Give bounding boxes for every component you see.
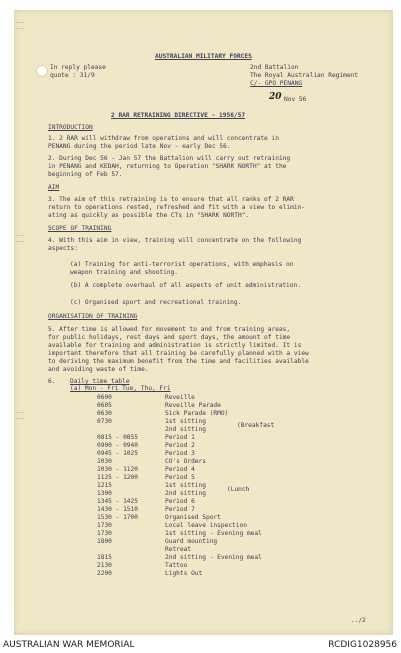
archive-record-id: RCDIG1028956 [328, 640, 397, 650]
para-5-line-4: important therefore that all training be carefully planned with a view [48, 350, 309, 357]
timetable-activity: 2nd sitting [165, 426, 206, 433]
timetable-activity: Sick Parade (RMO) [165, 410, 229, 417]
timetable-time: 1730 [97, 530, 112, 537]
para-2-line-2: in PENANG and KEDAH, returning to Operation "SHARK NORTH" at the [48, 163, 287, 170]
para-3-line-1: 3. The aim of this retraining is to ensure that all ranks of 2 RAR [48, 196, 294, 203]
timetable-time: 1030 - 1120 [97, 466, 138, 473]
timetable-activity: 1st sitting - Evening meal [165, 530, 262, 537]
timetable-activity: Retreat [165, 546, 192, 553]
para-5-line-5: to deriving the maximum benefit from the time and facilities available [48, 358, 309, 365]
timetable-activity: 2nd sitting - Evening meal [165, 554, 262, 561]
staple-mark [16, 235, 24, 242]
timetable-time: 1215 [97, 482, 112, 489]
timetable-activity: Period 5 [165, 474, 195, 481]
timetable-activity: Period 7 [165, 506, 195, 513]
para-1-line-2: PENANG during the period late Nov - early Dec 56. [48, 143, 231, 150]
timetable-time: 1030 [97, 458, 112, 465]
unit-line-3: C/- GPO PENANG [250, 80, 303, 87]
timetable-activity: Local leave inspection [165, 522, 247, 529]
archive-source: AUSTRALIAN WAR MEMORIAL [3, 640, 135, 650]
timetable-time: 0945 - 1025 [97, 450, 138, 457]
para-5-line-2: for public holidays, rest days and sport days, the amount of time [48, 334, 291, 341]
heading-scope: SCOPE OF TRAINING [48, 225, 112, 232]
timetable-time: 2130 [97, 562, 112, 569]
document-page [14, 10, 393, 635]
timetable-time: 0600 [97, 394, 112, 401]
para-3-line-3: ating as quickly as possible the CTs in "SHARK NORTH". [48, 212, 250, 219]
unit-line-1: 2nd Battalion [250, 64, 299, 71]
timetable-time: 0730 [97, 418, 112, 425]
heading-aim: AIM [48, 184, 60, 191]
timetable-time: 1815 [97, 554, 112, 561]
timetable-time: 0605 [97, 402, 112, 409]
item-c: (c) Organised sport and recreational training. [70, 299, 242, 306]
timetable-subheading: (a) Mon - Fri Tue, Thu, Fri [70, 385, 171, 392]
heading-organisation: ORGANISATION OF TRAINING [48, 313, 138, 320]
unit-line-2: The Royal Australian Regiment [250, 72, 359, 79]
timetable-activity: Organised Sport [165, 514, 221, 521]
para-2-line-3: beginning of Feb 57. [48, 171, 123, 178]
timetable-activity: 1st sitting [165, 482, 206, 489]
timetable-activity: Lights Out [165, 570, 203, 577]
timetable-time: 0900 - 0940 [97, 442, 138, 449]
timetable-activity: Period 3 [165, 450, 195, 457]
para-3-line-2: return to operations rested, refreshed and fit with a view to elimin- [48, 204, 306, 211]
timetable-time: 1530 - 1700 [97, 514, 138, 521]
timetable-time: 1125 - 1200 [97, 474, 138, 481]
date-day-handwritten: 20 [269, 92, 282, 102]
para-5-line-6: and avoiding waste of time. [48, 366, 149, 373]
reply-line-2: quote : 31/9 [50, 72, 95, 79]
timetable-time: 1300 [97, 490, 112, 497]
date-rest: Nov 56 [284, 96, 307, 103]
timetable-activity: Period 2 [165, 442, 195, 449]
timetable-activity: 1st sitting [165, 418, 206, 425]
staple-mark [16, 22, 24, 29]
timetable-activity: Period 6 [165, 498, 195, 505]
para-6-heading: Daily time table [70, 378, 130, 385]
timetable-activity: Guard mounting [165, 538, 218, 545]
para-5-line-3: available for training and administration is strictly limited. It is [48, 342, 302, 349]
para-2-line-1: 2. During Dec 56 - Jan 57 the Battalion will carry out retraining [48, 155, 291, 162]
letterhead: AUSTRALIAN MILITARY FORCES [155, 53, 252, 60]
timetable-time: 1730 [97, 522, 112, 529]
timetable-time: 2200 [97, 570, 112, 577]
punch-hole [36, 65, 48, 77]
timetable-activity: Period 4 [165, 466, 195, 473]
timetable-activity: 2nd sitting [165, 490, 206, 497]
para-4-line-2: aspects: [48, 245, 78, 252]
para-5-line-1: 5. After time is allowed for movement to and from training areas, [48, 326, 291, 333]
item-a-line-1: (a) Training for anti-terrorist operations, with emphasis on [70, 261, 294, 268]
document-title: 2 RAR RETRAINING DIRECTIVE - 1956/57 [111, 112, 246, 119]
item-b: (b) A complete overhaul of all aspects of unit administration. [70, 282, 301, 289]
timetable-activity: Reveille Parade [165, 402, 221, 409]
reply-line-1: In reply please [50, 64, 106, 71]
heading-introduction: INTRODUCTION [48, 124, 93, 131]
timetable-time: 1345 - 1425 [97, 498, 138, 505]
timetable-time: 0815 - 0855 [97, 434, 138, 441]
timetable-activity: CO's Orders [165, 458, 206, 465]
breakfast-bracket-label: (Breakfast [237, 422, 275, 429]
item-a-line-2: weapon training and shooting. [70, 269, 179, 276]
timetable-activity: Tattoo [165, 562, 188, 569]
timetable-time: 1800 [97, 538, 112, 545]
para-4-line-1: 4. With this aim in view, training will concentrate on the following [48, 237, 302, 244]
lunch-bracket-label: (Lunch [227, 486, 250, 493]
timetable-time: 0630 [97, 410, 112, 417]
para-6-number: 6. [48, 378, 56, 385]
timetable-activity: Period 1 [165, 434, 195, 441]
timetable-time: 1430 - 1510 [97, 506, 138, 513]
timetable-activity: Reveille [165, 394, 195, 401]
archive-footer [0, 638, 401, 653]
page-continuation: ../2 [351, 617, 366, 624]
staple-mark [16, 412, 24, 419]
para-1-line-1: 1. 2 RAR will withdraw from operations and will concentrate in [48, 135, 279, 142]
